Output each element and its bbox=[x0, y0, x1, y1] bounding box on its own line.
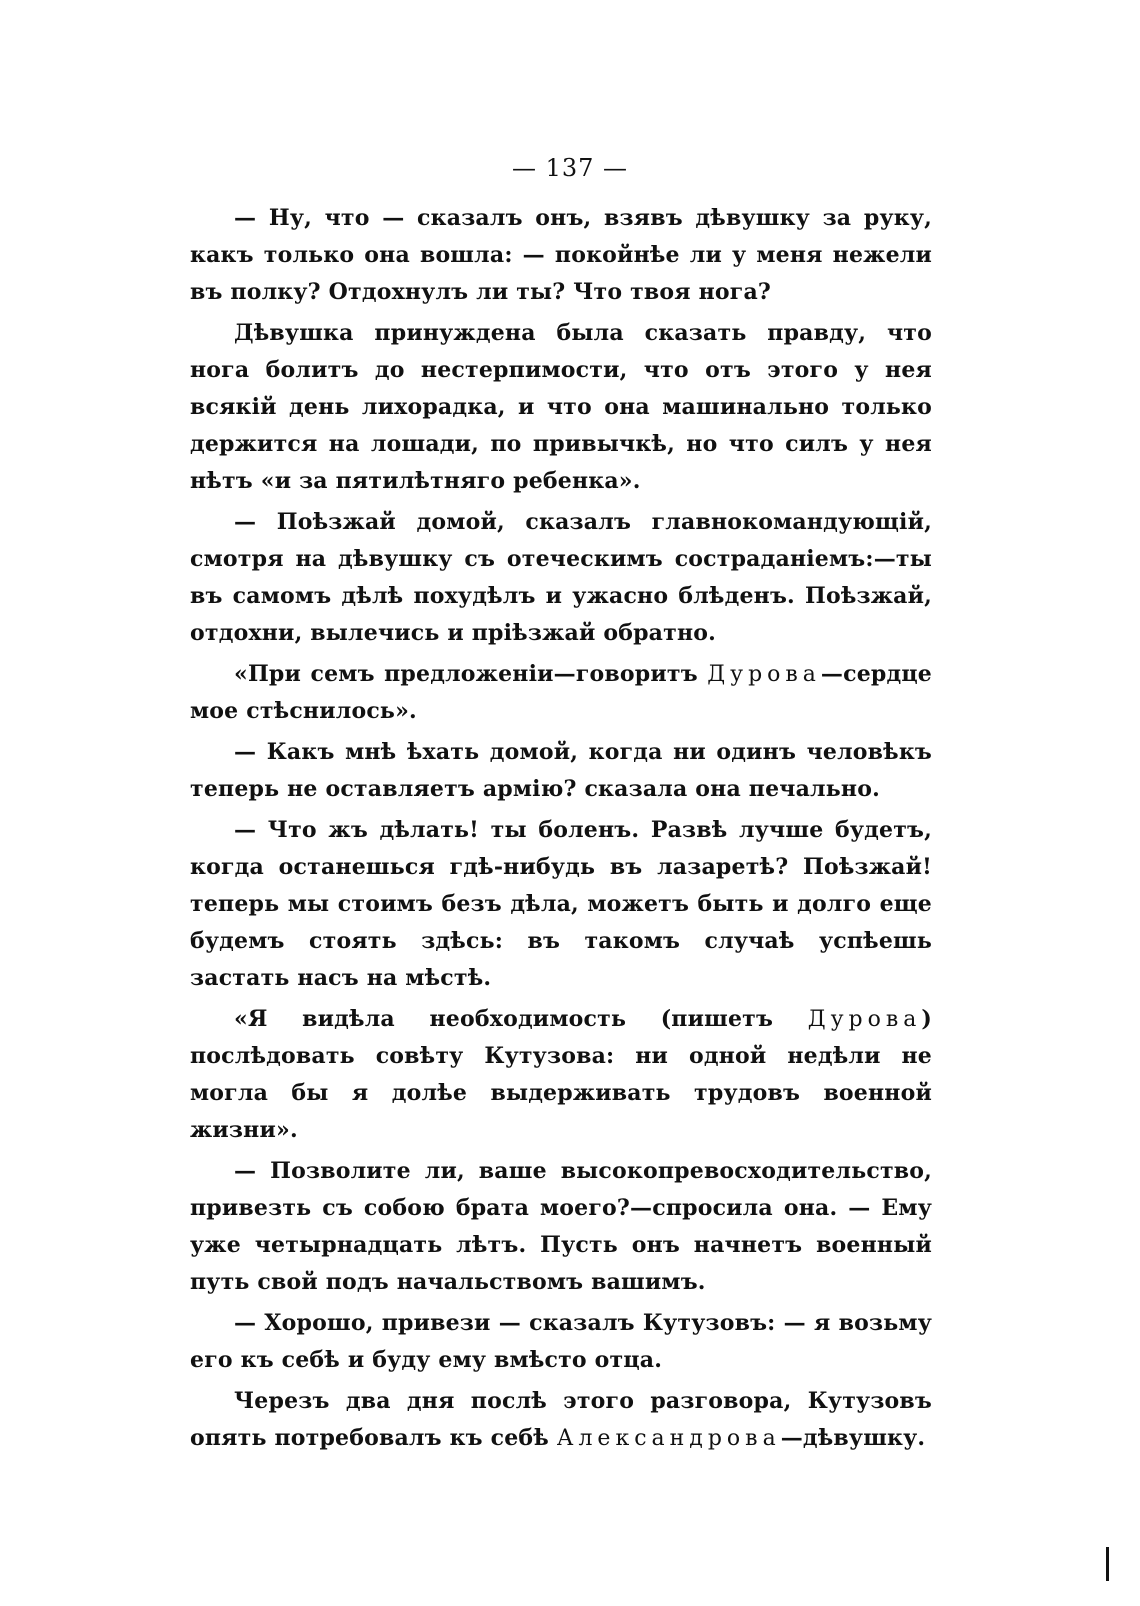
paragraph-8: — Позволите ли, ваше высокопревосходительство, привезть съ собою брата моего?—спросила она. — Ему уже четырнадцать лѣтъ. Пусть онъ начнетъ военный путь свой подъ начальствомъ вашимъ. bbox=[190, 1158, 932, 1295]
paragraph-3: — Поѣзжай домой, сказалъ главнокомандующій, смотря на дѣвушку съ отеческимъ состраданіемъ:—ты въ самомъ дѣлѣ похудѣлъ и ужасно блѣденъ. Поѣзжай, отдохни, вылечись и пріѣзжай обратно. bbox=[190, 509, 932, 646]
page-number: — 137 — bbox=[511, 154, 629, 182]
paragraph-7-before: «Я видѣла необходимость (пишетъ bbox=[234, 1006, 808, 1032]
paragraph-10-spaced-name: Александрова bbox=[556, 1426, 781, 1451]
paragraph-4 bbox=[190, 656, 932, 730]
body-text bbox=[190, 200, 932, 1461]
paragraph-7 bbox=[190, 1001, 932, 1149]
paragraph-7-spaced-name: Дурова bbox=[807, 1007, 922, 1032]
paragraph-9: — Хорошо, привези — сказалъ Кутузовъ: — я возьму его къ себѣ и буду ему вмѣсто отца. bbox=[190, 1310, 932, 1373]
paragraph-4-after: —сердце мое стѣснилось». bbox=[190, 661, 932, 724]
paragraph-1: — Ну, что — сказалъ онъ, взявъ дѣвушку за руку, какъ только она вошла: — покойнѣе ли у меня нежели въ полку? Отдохнулъ ли ты? Что твоя нога? bbox=[190, 205, 932, 305]
paragraph-4-before: «При семъ предложеніи—говоритъ bbox=[234, 661, 708, 687]
paragraph-10-before: Черезъ два дня послѣ этого разговора, Кутузовъ опять потребовалъ къ себѣ bbox=[190, 1388, 932, 1451]
paragraph-7-after: ) послѣдовать совѣту Кутузова: ни одной недѣли не могла бы я долѣе выдерживать трудовъ военной жизни». bbox=[190, 1006, 932, 1143]
paragraph-6: — Что жъ дѣлать! ты боленъ. Развѣ лучше будетъ, когда останешься гдѣ-нибудь въ лазаретѣ? Поѣзжай! теперь мы стоимъ безъ дѣла, можетъ быть и долго еще будемъ стоять здѣсь: въ такомъ случаѣ успѣешь застать насъ на мѣстѣ. bbox=[190, 817, 932, 991]
paragraph-10-after: —дѣвушку. bbox=[780, 1425, 926, 1451]
paragraph-4-spaced-name: Дурова bbox=[707, 662, 821, 687]
scan-edge-mark bbox=[1106, 1547, 1109, 1581]
paragraph-10 bbox=[190, 1383, 932, 1457]
paragraph-2: Дѣвушка принуждена была сказать правду, что нога болитъ до нестерпимости, что отъ этого у нея всякій день лихорадка, и что она машинально только держится на лошади, по привычкѣ, но что силъ у нея нѣтъ «и за пятилѣтняго ребенка». bbox=[190, 320, 932, 494]
paragraph-5: — Какъ мнѣ ѣхать домой, когда ни одинъ человѣкъ теперь не оставляетъ армію? сказала она печально. bbox=[190, 739, 932, 802]
